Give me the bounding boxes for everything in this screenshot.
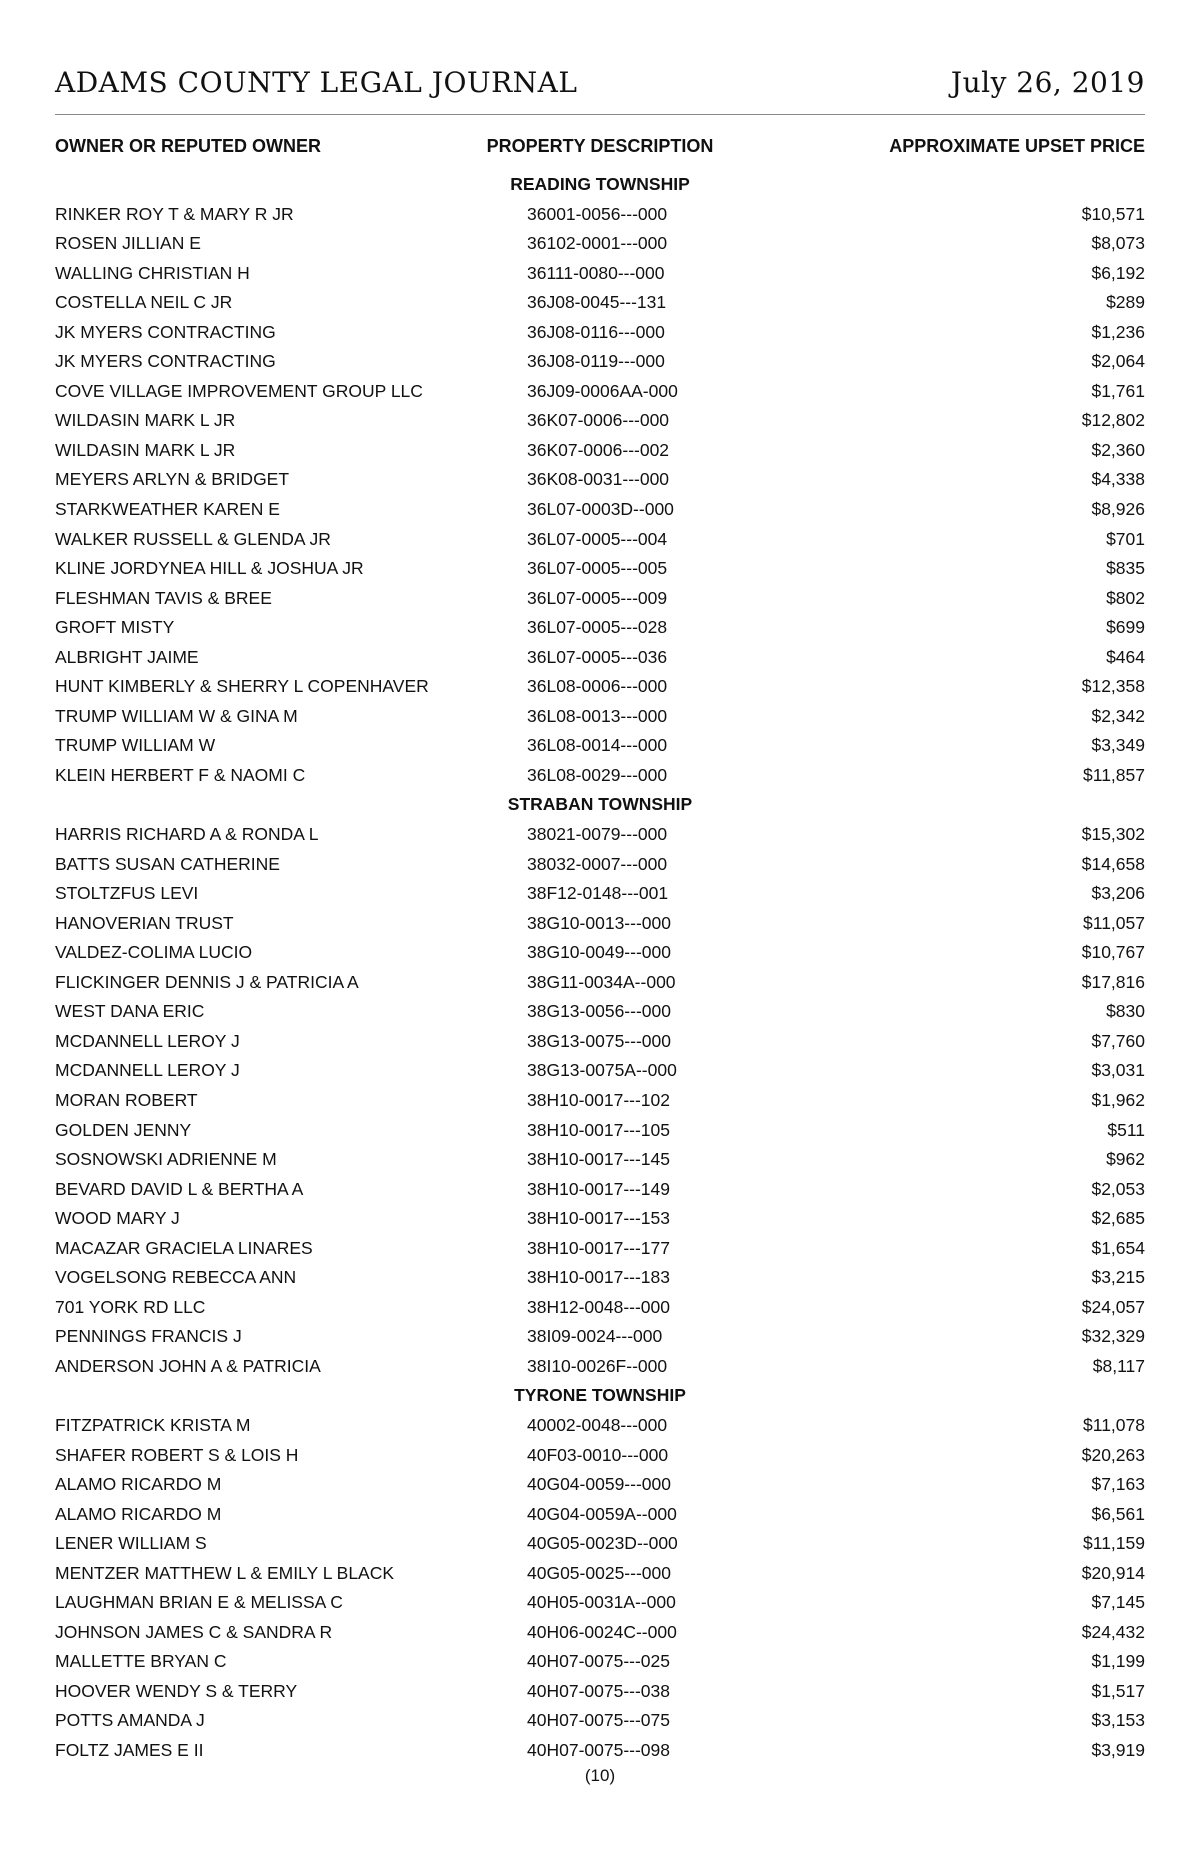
listing-row [55,525,1145,555]
upset-price: $4,338 [1091,469,1145,490]
township-name: READING TOWNSHIP [510,174,690,194]
township-heading [55,1381,1145,1411]
upset-price: $11,159 [1083,1533,1145,1554]
parcel-number: 38G13-0056---000 [527,1001,671,1022]
upset-price: $15,302 [1081,824,1145,845]
upset-price: $20,914 [1081,1562,1145,1583]
owner-name: VOGELSONG REBECCA ANN [55,1267,297,1288]
listing-row [55,1677,1145,1707]
parcel-number: 36L07-0005---009 [527,587,668,608]
upset-price: $10,571 [1081,203,1145,224]
listing-row [55,879,1145,909]
upset-price: $12,802 [1081,410,1145,431]
listing-row [55,495,1145,525]
listing-row [55,465,1145,495]
parcel-number: 38H12-0048---000 [527,1296,671,1317]
listing-row [55,288,1145,318]
owner-name: FLICKINGER DENNIS J & PATRICIA A [55,971,359,992]
owner-name: HARRIS RICHARD A & RONDA L [55,824,319,845]
listing-row [55,318,1145,348]
parcel-number: 40H07-0075---098 [527,1739,671,1760]
township-heading [55,170,1145,200]
listing-row [55,584,1145,614]
price-column-header: APPROXIMATE UPSET PRICE [889,136,1145,156]
owner-name: HOOVER WENDY S & TERRY [55,1680,298,1701]
listing-row [55,200,1145,230]
parcel-number: 40G05-0023D--000 [527,1533,678,1554]
parcel-number: 38H10-0017---145 [527,1149,671,1170]
parcel-number: 36L08-0013---000 [527,705,668,726]
parcel-number: 40F03-0010---000 [527,1444,669,1465]
parcel-number: 36L07-0005---004 [527,528,668,549]
owner-name: WALLING CHRISTIAN H [55,262,250,283]
listing-row [55,1736,1145,1766]
issue-date: July 26, 2019 [950,66,1145,99]
parcel-number: 36102-0001---000 [527,233,668,254]
owner-name: COSTELLA NEIL C JR [55,292,233,313]
listing-row [55,1145,1145,1175]
owner-name: WOOD MARY J [55,1208,180,1229]
owner-name: BEVARD DAVID L & BERTHA A [55,1178,304,1199]
parcel-number: 38032-0007---000 [527,853,668,874]
listing-row [55,377,1145,407]
parcel-number: 36J09-0006AA-000 [527,380,678,401]
listing-row [55,1086,1145,1116]
owner-name: FITZPATRICK KRISTA M [55,1414,251,1435]
parcel-number: 36K08-0031---000 [527,469,670,490]
parcel-number: 40G04-0059A--000 [527,1503,677,1524]
parcel-number: 38H10-0017---105 [527,1119,671,1140]
parcel-number: 36L07-0005---036 [527,646,668,667]
upset-price: $289 [1106,292,1145,313]
upset-price: $14,658 [1081,853,1145,874]
upset-price: $3,349 [1091,735,1145,756]
owner-name: GOLDEN JENNY [55,1119,192,1140]
parcel-number: 36K07-0006---002 [527,439,670,460]
upset-price: $7,760 [1091,1030,1145,1051]
upset-price: $1,962 [1091,1089,1145,1110]
listing-row [55,1175,1145,1205]
parcel-number: 40G04-0059---000 [527,1474,671,1495]
upset-price: $2,064 [1091,351,1145,372]
parcel-number: 36J08-0116---000 [527,321,665,342]
owner-name: HANOVERIAN TRUST [55,912,234,933]
listing-row [55,1027,1145,1057]
upset-price: $802 [1106,587,1145,608]
property-listing [55,170,1145,1766]
upset-price: $1,199 [1091,1651,1145,1672]
upset-price: $962 [1106,1149,1145,1170]
upset-price: $511 [1107,1119,1145,1140]
listing-row [55,1529,1145,1559]
upset-price: $699 [1106,617,1145,638]
parcel-number: 40H07-0075---038 [527,1680,671,1701]
parcel-number: 38G13-0075---000 [527,1030,671,1051]
owner-name: LENER WILLIAM S [55,1533,207,1554]
owner-name: MORAN ROBERT [55,1089,198,1110]
parcel-number: 36001-0056---000 [527,203,668,224]
owner-name: POTTS AMANDA J [55,1710,205,1731]
listing-row [55,997,1145,1027]
upset-price: $3,215 [1091,1267,1145,1288]
upset-price: $20,263 [1081,1444,1145,1465]
owner-name: MALLETTE BRYAN C [55,1651,227,1672]
parcel-number: 36J08-0045---131 [527,292,667,313]
owner-name: ALBRIGHT JAIME [55,646,199,667]
listing-row [55,1559,1145,1589]
parcel-number: 36K07-0006---000 [527,410,670,431]
listing-row [55,1500,1145,1530]
listing-row [55,1322,1145,1352]
parcel-number: 38H10-0017---149 [527,1178,671,1199]
upset-price: $2,342 [1091,705,1145,726]
parcel-number: 40H07-0075---025 [527,1651,671,1672]
listing-row [55,436,1145,466]
listing-row [55,613,1145,643]
owner-name: SHAFER ROBERT S & LOIS H [55,1444,299,1465]
upset-price: $3,206 [1091,883,1145,904]
upset-price: $1,761 [1091,380,1145,401]
owner-name: ALAMO RICARDO M [55,1503,222,1524]
upset-price: $2,053 [1091,1178,1145,1199]
parcel-number: 38H10-0017---177 [527,1237,671,1258]
listing-row [55,968,1145,998]
upset-price: $12,358 [1081,676,1145,697]
listing-row [55,1263,1145,1293]
listing-row [55,1234,1145,1264]
parcel-number: 38G10-0049---000 [527,942,671,963]
owner-name: WILDASIN MARK L JR [55,410,236,431]
listing-row [55,1056,1145,1086]
parcel-number: 36L08-0014---000 [527,735,668,756]
listing-row [55,406,1145,436]
listing-row [55,554,1145,584]
upset-price: $7,145 [1091,1592,1145,1613]
upset-price: $2,360 [1091,439,1145,460]
upset-price: $7,163 [1091,1474,1145,1495]
listing-row [55,1618,1145,1648]
owner-name: 701 YORK RD LLC [55,1296,206,1317]
owner-name: HUNT KIMBERLY & SHERRY L COPENHAVER [55,676,429,697]
owner-name: KLINE JORDYNEA HILL & JOSHUA JR [55,558,364,579]
header-rule [55,114,1145,115]
owner-name: COVE VILLAGE IMPROVEMENT GROUP LLC [55,380,423,401]
page-number: (10) [584,1766,616,1785]
upset-price: $1,517 [1091,1680,1145,1701]
owner-name: TRUMP WILLIAM W [55,735,216,756]
parcel-number: 36L07-0003D--000 [527,499,674,520]
owner-name: RINKER ROY T & MARY R JR [55,203,294,224]
parcel-number: 36L08-0006---000 [527,676,668,697]
owner-name: JK MYERS CONTRACTING [55,321,276,342]
parcel-number: 40H06-0024C--000 [527,1621,677,1642]
upset-price: $11,057 [1083,912,1145,933]
listing-row [55,938,1145,968]
listing-row [55,259,1145,289]
parcel-number: 38G13-0075A--000 [527,1060,677,1081]
masthead [55,66,1145,106]
upset-price: $2,685 [1091,1208,1145,1229]
parcel-number: 38F12-0148---001 [527,883,669,904]
listing-row [55,1352,1145,1382]
owner-name: MEYERS ARLYN & BRIDGET [55,469,290,490]
listing-row [55,820,1145,850]
upset-price: $1,236 [1091,321,1145,342]
township-name: STRABAN TOWNSHIP [507,794,693,815]
upset-price: $17,816 [1081,971,1145,992]
parcel-number: 38021-0079---000 [527,824,668,845]
upset-price: $3,031 [1091,1060,1145,1081]
owner-name: WILDASIN MARK L JR [55,439,236,460]
owner-name: FOLTZ JAMES E II [55,1739,204,1760]
listing-row [55,347,1145,377]
upset-price: $835 [1106,558,1145,579]
listing-row [55,229,1145,259]
parcel-number: 38G10-0013---000 [527,912,671,933]
owner-name: LAUGHMAN BRIAN E & MELISSA C [55,1592,343,1613]
owner-name: KLEIN HERBERT F & NAOMI C [55,764,306,785]
upset-price: $8,926 [1091,499,1145,520]
upset-price: $830 [1106,1001,1145,1022]
parcel-number: 36L07-0005---028 [527,617,668,638]
parcel-number: 38H10-0017---102 [527,1089,671,1110]
parcel-number: 40H07-0075---075 [527,1710,671,1731]
owner-name: BATTS SUSAN CATHERINE [55,853,280,874]
upset-price: $8,117 [1092,1355,1145,1376]
owner-name: TRUMP WILLIAM W & GINA M [55,705,298,726]
upset-price: $701 [1106,528,1145,549]
upset-price: $3,153 [1091,1710,1145,1731]
column-headers [55,136,1145,160]
owner-name: STARKWEATHER KAREN E [55,499,280,520]
listing-row [55,702,1145,732]
parcel-number: 36L07-0005---005 [527,558,668,579]
owner-name: MENTZER MATTHEW L & EMILY L BLACK [55,1562,395,1583]
upset-price: $11,078 [1083,1414,1145,1435]
listing-row [55,672,1145,702]
upset-price: $32,329 [1081,1326,1145,1347]
upset-price: $1,654 [1091,1237,1145,1258]
owner-name: ROSEN JILLIAN E [55,233,201,254]
upset-price: $6,561 [1091,1503,1145,1524]
owner-name: MCDANNELL LEROY J [55,1030,240,1051]
owner-name: PENNINGS FRANCIS J [55,1326,242,1347]
upset-price: $6,192 [1091,262,1145,283]
listing-row [55,1647,1145,1677]
owner-name: MCDANNELL LEROY J [55,1060,240,1081]
listing-row [55,850,1145,880]
listing-row [55,1706,1145,1736]
owner-name: STOLTZFUS LEVI [55,883,199,904]
owner-name: WEST DANA ERIC [55,1001,205,1022]
township-name: TYRONE TOWNSHIP [514,1385,686,1406]
listing-row [55,731,1145,761]
listing-row [55,1116,1145,1146]
owner-name: VALDEZ-COLIMA LUCIO [55,942,253,963]
owner-name: JK MYERS CONTRACTING [55,351,276,372]
listing-row [55,1411,1145,1441]
owner-name: FLESHMAN TAVIS & BREE [55,587,272,608]
upset-price: $3,919 [1091,1739,1145,1760]
listing-row [55,643,1145,673]
parcel-number: 40G05-0025---000 [527,1562,671,1583]
parcel-number: 36111-0080---000 [527,262,665,283]
owner-name: WALKER RUSSELL & GLENDA JR [55,528,331,549]
owner-name: JOHNSON JAMES C & SANDRA R [55,1621,333,1642]
listing-row [55,909,1145,939]
journal-title: ADAMS COUNTY LEGAL JOURNAL [55,66,578,99]
listing-row [55,1588,1145,1618]
upset-price: $24,432 [1081,1621,1145,1642]
parcel-number: 36L08-0029---000 [527,764,668,785]
listing-row [55,1293,1145,1323]
township-heading [55,790,1145,820]
owner-name: SOSNOWSKI ADRIENNE M [55,1149,277,1170]
upset-price: $24,057 [1081,1296,1145,1317]
listing-row [55,1470,1145,1500]
owner-name: MACAZAR GRACIELA LINARES [55,1237,313,1258]
listing-row [55,1204,1145,1234]
parcel-number: 38G11-0034A--000 [527,971,676,992]
parcel-number: 38H10-0017---153 [527,1208,671,1229]
upset-price: $8,073 [1091,233,1145,254]
owner-name: ALAMO RICARDO M [55,1474,222,1495]
parcel-number: 38H10-0017---183 [527,1267,671,1288]
parcel-number: 38I10-0026F--000 [527,1355,668,1376]
property-column-header: PROPERTY DESCRIPTION [486,136,714,156]
parcel-number: 36J08-0119---000 [527,351,665,372]
owner-name: ANDERSON JOHN A & PATRICIA [55,1355,321,1376]
listing-row [55,761,1145,791]
owner-column-header: OWNER OR REPUTED OWNER [55,136,322,156]
parcel-number: 38I09-0024---000 [527,1326,663,1347]
parcel-number: 40H05-0031A--000 [527,1592,676,1613]
owner-name: GROFT MISTY [55,617,175,638]
listing-row [55,1441,1145,1471]
upset-price: $464 [1106,646,1145,667]
upset-price: $11,857 [1083,764,1145,785]
upset-price: $10,767 [1081,942,1145,963]
parcel-number: 40002-0048---000 [527,1414,668,1435]
